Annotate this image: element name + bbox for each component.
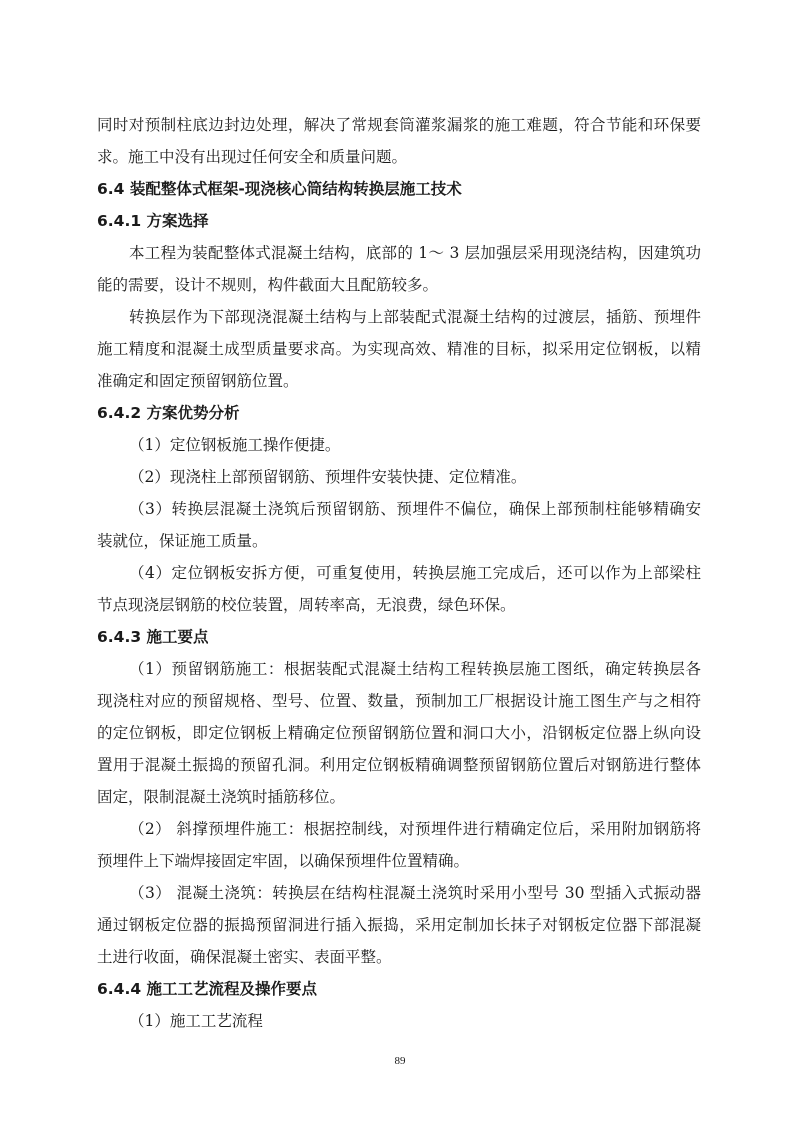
paragraph-line: 通过钢板定位器的振捣预留洞进行插入振捣，采用定制加长抹子对钢板定位器下部混凝 xyxy=(97,916,701,934)
paragraph-line: 转换层作为下部现浇混凝土结构与上部装配式混凝土结构的过渡层，插筋、预埋件 xyxy=(129,308,701,326)
paragraph-line: 节点现浇层钢筋的校位装置，周转率高，无浪费，绿色环保。 xyxy=(97,596,516,614)
subsection-heading-6-4-4: 6.4.4 施工工艺流程及操作要点 xyxy=(97,980,318,998)
list-item: （2） 斜撑预埋件施工：根据控制线，对预埋件进行精确定位后，采用附加钢筋将 xyxy=(129,820,701,838)
paragraph-line: 现浇柱对应的预留规格、型号、位置、数量，预制加工厂根据设计施工图生产与之相符 xyxy=(97,692,701,710)
paragraph-line: 的定位钢板，即定位钢板上精确定位预留钢筋位置和洞口大小，沿钢板定位器上纵向设 xyxy=(97,724,701,742)
paragraph-line: 本工程为装配整体式混凝土结构，底部的 1～ 3 层加强层采用现浇结构，因建筑功 xyxy=(129,244,701,262)
list-item: （4）定位钢板安拆方便，可重复使用，转换层施工完成后，还可以作为上部梁柱 xyxy=(129,564,701,582)
subsection-heading-6-4-1: 6.4.1 方案选择 xyxy=(97,212,209,230)
list-item: （1）预留钢筋施工：根据装配式混凝土结构工程转换层施工图纸，确定转换层各 xyxy=(129,660,701,678)
paragraph-line: 土进行收面，确保混凝土密实、表面平整。 xyxy=(97,948,392,966)
paragraph-line: 施工精度和混凝土成型质量要求高。为实现高效、精准的目标，拟采用定位钢板，以精 xyxy=(97,340,701,358)
section-heading-6-4: 6.4 装配整体式框架-现浇核心筒结构转换层施工技术 xyxy=(97,180,462,198)
list-item: （1）施工工艺流程 xyxy=(129,1012,263,1030)
page-number: 89 xyxy=(394,1055,406,1067)
list-item: （2）现浇柱上部预留钢筋、预埋件安装快捷、定位精准。 xyxy=(129,468,527,486)
paragraph-line: 装就位，保证施工质量。 xyxy=(97,532,268,550)
subsection-heading-6-4-2: 6.4.2 方案优势分析 xyxy=(97,404,240,422)
paragraph-line: 固定，限制混凝土浇筑时插筋移位。 xyxy=(97,788,346,806)
list-item: （3） 混凝土浇筑：转换层在结构柱混凝土浇筑时采用小型号 30 型插入式振动器 xyxy=(129,884,701,902)
paragraph-line: 求。施工中没有出现过任何安全和质量问题。 xyxy=(97,148,408,166)
paragraph-line: 准确定和固定预留钢筋位置。 xyxy=(97,372,299,390)
paragraph-line: 置用于混凝土振捣的预留孔洞。利用定位钢板精确调整预留钢筋位置后对钢筋进行整体 xyxy=(97,756,701,774)
paragraph-line: 同时对预制柱底边封边处理，解决了常规套筒灌浆漏浆的施工难题，符合节能和环保要 xyxy=(97,116,701,134)
subsection-heading-6-4-3: 6.4.3 施工要点 xyxy=(97,628,209,646)
paragraph-line: 预埋件上下端焊接固定牢固，以确保预埋件位置精确。 xyxy=(97,852,470,870)
list-item: （3）转换层混凝土浇筑后预留钢筋、预埋件不偏位，确保上部预制柱能够精确安 xyxy=(129,500,701,518)
paragraph-line: 能的需要，设计不规则，构件截面大且配筋较多。 xyxy=(97,276,439,294)
list-item: （1）定位钢板施工操作便捷。 xyxy=(129,436,341,454)
